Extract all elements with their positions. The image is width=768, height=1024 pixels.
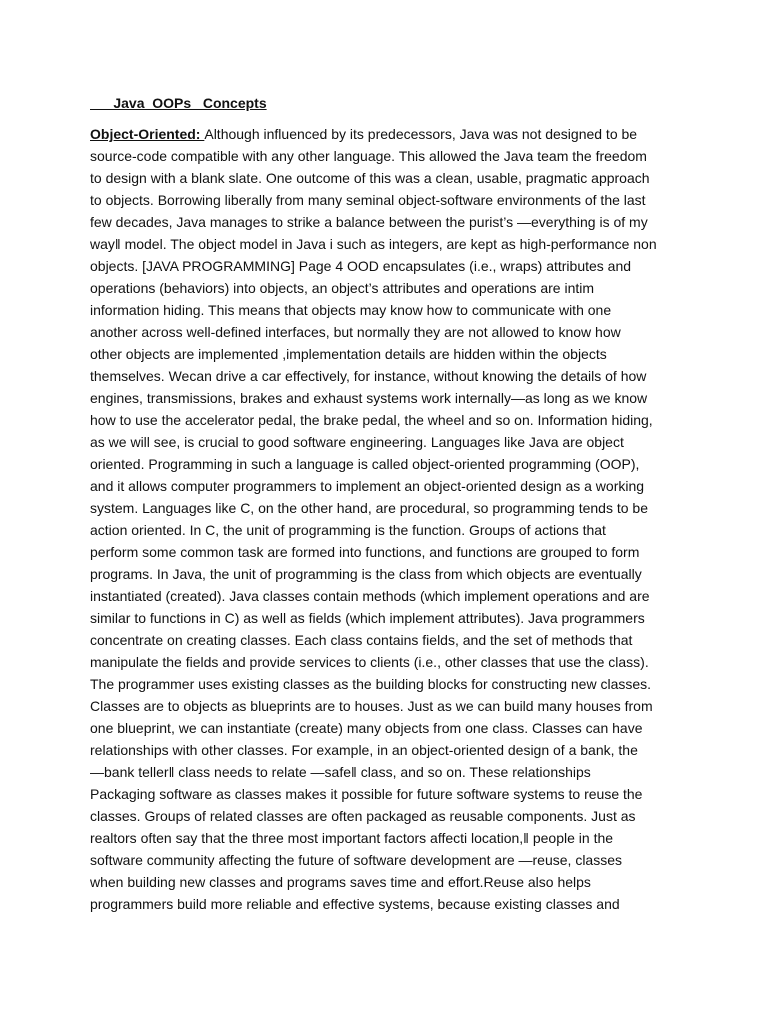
paragraph-line: themselves. Wecan drive a car effectively, for instance, without knowing the details of how <box>90 368 647 384</box>
paragraph-line: one blueprint, we can instantiate (create) many objects from one class. Classes can have <box>90 720 643 736</box>
paragraph-line: and it allows computer programmers to implement an object-oriented design as a working <box>90 478 645 494</box>
paragraph-line: Classes are to objects as blueprints are to houses. Just as we can build many houses from <box>90 698 653 714</box>
paragraph-line: to objects. Borrowing liberally from many seminal object-software environments of the last <box>90 192 646 208</box>
paragraph-line: as we will see, is crucial to good software engineering. Languages like Java are object <box>90 434 624 450</box>
paragraph-line: concentrate on creating classes. Each class contains fields, and the set of methods that <box>90 632 633 648</box>
paragraph-line: system. Languages like C, on the other hand, are procedural, so programming tends to be <box>90 500 648 516</box>
body-paragraph <box>90 123 690 915</box>
paragraph-line: manipulate the fields and provide services to clients (i.e., other classes that use the class). <box>90 654 649 670</box>
paragraph-line: programs. In Java, the unit of programming is the class from which objects are eventually <box>90 566 642 582</box>
paragraph-line: engines, transmissions, brakes and exhaust systems work internally—as long as we know <box>90 390 648 406</box>
line-text: Although influenced by its predecessors, Java was not designed to be <box>204 126 638 142</box>
paragraph-line: how to use the accelerator pedal, the brake pedal, the wheel and so on. Information hiding, <box>90 412 653 428</box>
paragraph-line: programmers build more reliable and effective systems, because existing classes and <box>90 896 620 912</box>
paragraph-line: other objects are implemented ,implementation details are hidden within the objects <box>90 346 607 362</box>
paragraph-line: few decades, Java manages to strike a balance between the purist’s ―everything is of my <box>90 214 648 230</box>
paragraph-line: to design with a blank slate. One outcome of this was a clean, usable, pragmatic approach <box>90 170 650 186</box>
lead-term: Object-Oriented: <box>90 126 205 142</box>
paragraph-line: operations (behaviors) into objects, an object’s attributes and operations are intim <box>90 280 595 296</box>
paragraph-line: source-code compatible with any other language. This allowed the Java team the freedom <box>90 148 647 164</box>
paragraph-line <box>90 123 690 145</box>
paragraph-line: similar to functions in C) as well as fields (which implement attributes). Java programmers <box>90 610 645 626</box>
paragraph-line: oriented. Programming in such a language is called object-oriented programming (OOP), <box>90 456 640 472</box>
paragraph-line: way‖ model. The object model in Java i such as integers, are kept as high-performance non <box>90 236 657 252</box>
paragraph-line: instantiated (created). Java classes contain methods (which implement operations and are <box>90 588 650 604</box>
paragraph-line: software community affecting the future of software development are ―reuse, classes <box>90 852 622 868</box>
paragraph-line: ―bank teller‖ class needs to relate ―safe‖ class, and so on. These relationships <box>90 764 591 780</box>
document-page <box>90 93 690 915</box>
paragraph-line: information hiding. This means that objects may know how to communicate with one <box>90 302 612 318</box>
document-title: Java OOPs Concepts <box>90 95 267 111</box>
paragraph-line: classes. Groups of related classes are often packaged as reusable components. Just as <box>90 808 636 824</box>
paragraph-line: when building new classes and programs saves time and effort.Reuse also helps <box>90 874 591 890</box>
paragraph-line: relationships with other classes. For example, in an object-oriented design of a bank, the <box>90 742 638 758</box>
paragraph-line: realtors often say that the three most important factors affecti location,‖ people in the <box>90 830 614 846</box>
paragraph-line: perform some common task are formed into functions, and functions are grouped to form <box>90 544 640 560</box>
paragraph-line: The programmer uses existing classes as the building blocks for constructing new classes. <box>90 676 652 692</box>
paragraph-line: objects. [JAVA PROGRAMMING] Page 4 OOD encapsulates (i.e., wraps) attributes and <box>90 258 632 274</box>
paragraph-line: Packaging software as classes makes it possible for future software systems to reuse the <box>90 786 643 802</box>
paragraph-line: another across well-defined interfaces, but normally they are not allowed to know how <box>90 324 621 340</box>
paragraph-line: action oriented. In C, the unit of programming is the function. Groups of actions that <box>90 522 606 538</box>
